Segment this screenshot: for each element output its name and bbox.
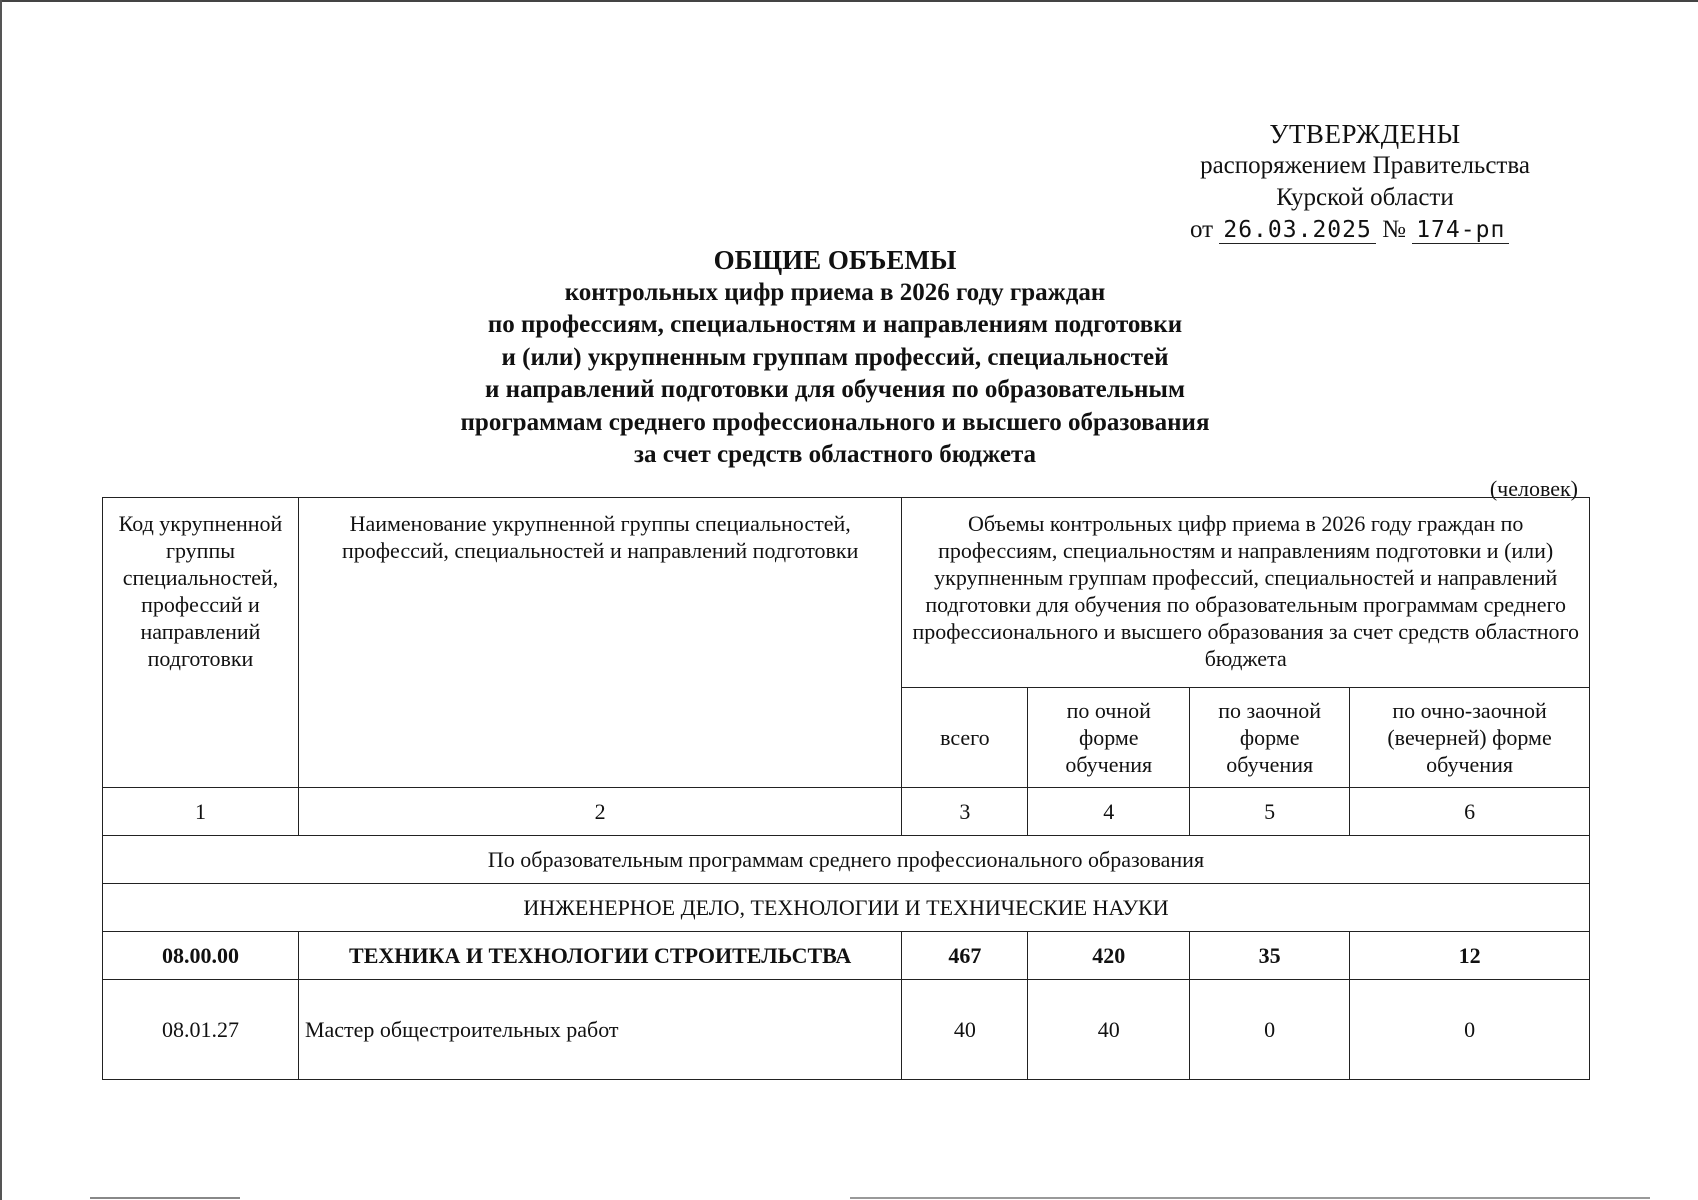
row-name: ТЕХНИКА И ТЕХНОЛОГИИ СТРОИТЕЛЬСТВА <box>298 932 901 980</box>
date-prefix: от <box>1190 216 1214 243</box>
row-code: 08.00.00 <box>103 932 299 980</box>
column-number: 2 <box>298 788 901 836</box>
column-number: 3 <box>902 788 1028 836</box>
approval-line-2: Курской области <box>1276 184 1454 211</box>
unit-label: (человек) <box>1489 476 1578 501</box>
header-part-time: по заочной форме обучения <box>1190 688 1350 788</box>
approval-number: 174-рп <box>1412 217 1509 244</box>
header-full-time: по очной форме обучения <box>1028 688 1190 788</box>
section-row <box>103 836 1590 884</box>
scan-edge-bottom <box>90 1197 240 1199</box>
header-evening: по очно-заочной (вечерней) форме обучения <box>1350 688 1590 788</box>
document-title-line: по профессиям, специальностям и направлениям подготовки <box>487 311 1183 338</box>
header-total: всего <box>902 688 1028 788</box>
approval-date: 26.03.2025 <box>1219 217 1375 244</box>
document-title-line: программам среднего профессионального и высшего образования <box>460 408 1210 436</box>
area-label: ИНЖЕНЕРНОЕ ДЕЛО, ТЕХНОЛОГИИ И ТЕХНИЧЕСКИЕ НАУКИ <box>103 884 1590 932</box>
document-title <box>290 244 1380 472</box>
row-total: 40 <box>902 980 1028 1080</box>
approval-block <box>1150 118 1580 246</box>
row-evening: 12 <box>1350 932 1590 980</box>
scan-edge-left <box>0 0 2 1200</box>
section-label: По образовательным программам среднего профессионального образования <box>103 836 1590 884</box>
admission-quota-table <box>102 497 1590 1080</box>
row-code: 08.01.27 <box>103 980 299 1080</box>
column-number: 5 <box>1190 788 1350 836</box>
header-volumes: Объемы контрольных цифр приема в 2026 году граждан по профессиям, специальностям и направлениям подготовки и (или) укрупненным группам профессий, специальностей и направлений подготовки для обучения по образовательным программам среднего профессионального и высшего образования за счет средств областного бюджета <box>902 498 1590 688</box>
document-title-main: ОБЩИЕ ОБЪЕМЫ <box>713 245 957 275</box>
row-evening: 0 <box>1350 980 1590 1080</box>
table-row <box>103 980 1590 1080</box>
number-prefix: № <box>1382 216 1406 243</box>
column-number: 6 <box>1350 788 1590 836</box>
column-number: 1 <box>103 788 299 836</box>
row-part-time: 0 <box>1190 980 1350 1080</box>
row-full-time: 40 <box>1028 980 1190 1080</box>
approval-heading: УТВЕРЖДЕНЫ <box>1269 119 1461 149</box>
document-title-line: контрольных цифр приема в 2026 году граждан <box>564 278 1106 306</box>
scan-edge-top <box>0 0 1698 2</box>
header-code: Код укрупненной группы специальностей, профессий и направлений подготовки <box>103 498 299 788</box>
document-title-line: и (или) укрупненным группам профессий, специальностей <box>501 343 1169 371</box>
approval-date-line <box>1150 214 1580 246</box>
column-number-row <box>103 788 1590 836</box>
row-total: 467 <box>902 932 1028 980</box>
document-title-line: за счет средств областного бюджета <box>633 441 1037 468</box>
table-header-row <box>103 498 1590 688</box>
header-name: Наименование укрупненной группы специальностей, профессий, специальностей и направлений подготовки <box>298 498 901 788</box>
row-part-time: 35 <box>1190 932 1350 980</box>
table-row <box>103 932 1590 980</box>
approval-line-1: распоряжением Правительства <box>1200 152 1530 179</box>
area-row <box>103 884 1590 932</box>
scan-edge-bottom-right <box>850 1197 1650 1199</box>
column-number: 4 <box>1028 788 1190 836</box>
document-title-line: и направлений подготовки для обучения по образовательным <box>485 376 1185 403</box>
row-full-time: 420 <box>1028 932 1190 980</box>
row-name: Мастер общестроительных работ <box>298 980 901 1080</box>
